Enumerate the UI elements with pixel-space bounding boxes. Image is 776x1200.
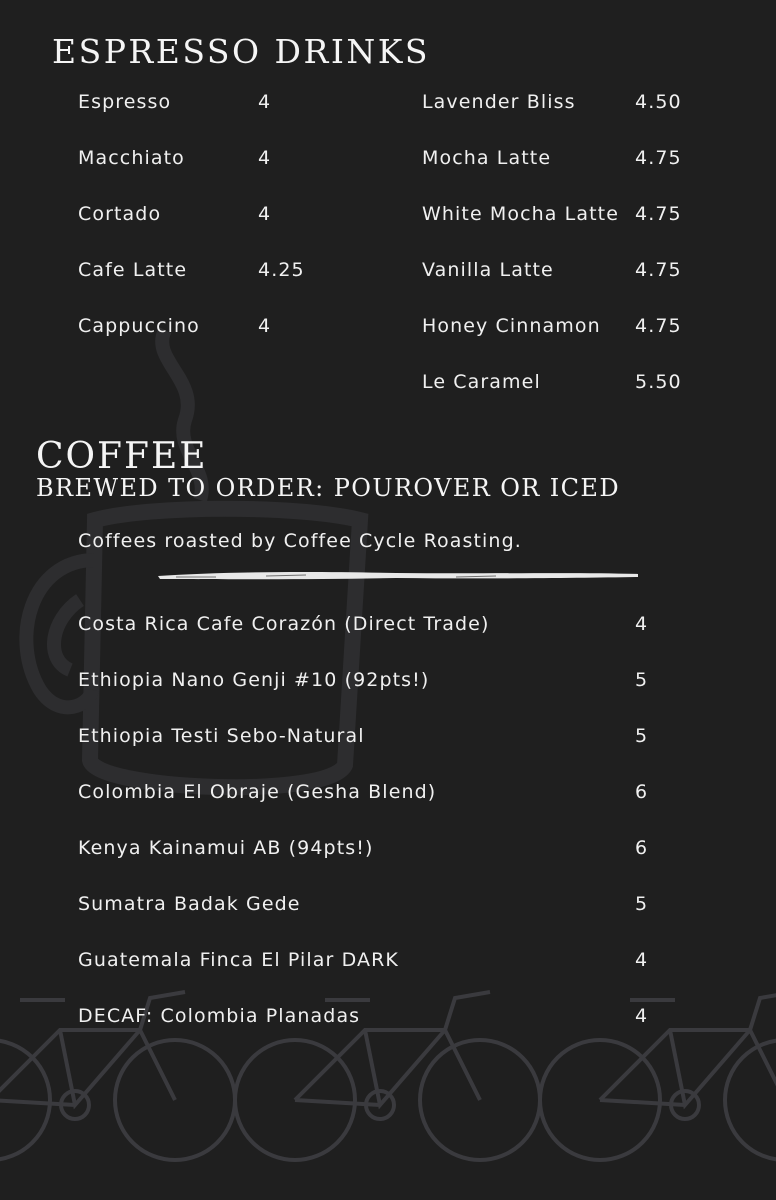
coffee-item-price: 5 — [635, 725, 649, 747]
espresso-item-price: 4 — [258, 203, 272, 225]
coffee-item-price: 5 — [635, 669, 649, 691]
coffee-item-price: 4 — [635, 613, 649, 635]
espresso-item-name: Honey Cinnamon — [422, 315, 601, 337]
coffee-item-name: Kenya Kainamui AB (94pts!) — [78, 837, 374, 859]
coffee-item-price: 4 — [635, 1005, 649, 1027]
espresso-item-price: 4 — [258, 315, 272, 337]
espresso-item-name: Macchiato — [78, 147, 185, 169]
espresso-item-price: 4.75 — [635, 259, 682, 281]
espresso-item-price: 4.50 — [635, 91, 682, 113]
espresso-item-price: 4 — [258, 147, 272, 169]
coffee-item-name: DECAF: Colombia Planadas — [78, 1005, 361, 1027]
coffee-item-name: Guatemala Finca El Pilar DARK — [78, 949, 399, 971]
espresso-item-name: Cortado — [78, 203, 162, 225]
coffee-item-price: 6 — [635, 837, 649, 859]
espresso-item-name: Lavender Bliss — [422, 91, 576, 113]
coffee-item-name: Costa Rica Cafe Corazón (Direct Trade) — [78, 613, 490, 635]
espresso-item-price: 4.25 — [258, 259, 305, 281]
espresso-item-name: Espresso — [78, 91, 172, 113]
espresso-item-price: 5.50 — [635, 371, 682, 393]
brush-stroke-divider — [156, 568, 640, 582]
espresso-item-price: 4 — [258, 91, 272, 113]
espresso-item-name: Vanilla Latte — [422, 259, 554, 281]
espresso-section-title: ESPRESSO DRINKS — [52, 32, 430, 71]
coffee-item-name: Sumatra Badak Gede — [78, 893, 301, 915]
coffee-item-name: Ethiopia Testi Sebo-Natural — [78, 725, 365, 747]
espresso-item-price: 4.75 — [635, 203, 682, 225]
espresso-item-name: Cappuccino — [78, 315, 200, 337]
coffee-item-name: Colombia El Obraje (Gesha Blend) — [78, 781, 437, 803]
coffee-item-price: 5 — [635, 893, 649, 915]
coffee-item-price: 6 — [635, 781, 649, 803]
coffee-cup-illustration — [26, 330, 360, 787]
coffee-item-name: Ethiopia Nano Genji #10 (92pts!) — [78, 669, 430, 691]
coffee-section-title: COFFEE — [36, 436, 208, 477]
coffee-section-subtitle: BREWED TO ORDER: POUROVER OR ICED — [36, 474, 620, 502]
roaster-note: Coffees roasted by Coffee Cycle Roasting. — [78, 530, 522, 552]
espresso-item-name: Le Caramel — [422, 371, 541, 393]
coffee-item-price: 4 — [635, 949, 649, 971]
espresso-item-name: Mocha Latte — [422, 147, 552, 169]
espresso-item-price: 4.75 — [635, 147, 682, 169]
espresso-item-price: 4.75 — [635, 315, 682, 337]
espresso-item-name: Cafe Latte — [78, 259, 188, 281]
espresso-item-name: White Mocha Latte — [422, 203, 619, 225]
